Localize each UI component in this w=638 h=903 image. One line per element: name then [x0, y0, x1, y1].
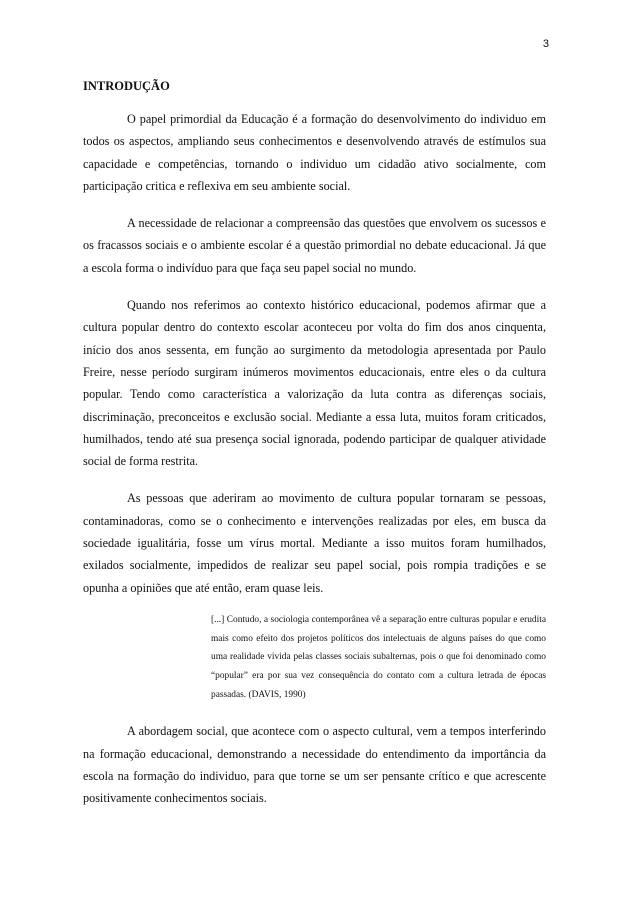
section-heading: INTRODUÇÃO: [83, 79, 170, 93]
page-number: 3: [542, 38, 549, 50]
paragraph-4: As pessoas que aderiram ao movimento de cultura popular tornaram se pessoas, contaminadoras, como se o conhecimento e intervenções realizadas por eles, em busca da sociedade igualitária, fosse um vírus mortal. Mediante a isso muitos foram humilhados, exilados socialmente, impedidos de realizar seu papel social, pois rompia tradições e se opunha a opiniões que até então, eram quase leis.: [83, 491, 546, 595]
paragraph-3: Quando nos referimos ao contexto histórico educacional, podemos afirmar que a cultura popular dentro do contexto escolar aconteceu por volta do fim dos anos cinquenta, início dos anos sessenta, em função ao surgimento da metodologia apresentada por Paulo Freire, nesse período surgiram inúmeros movimentos educacionais, entre eles o da cultura popular. Tendo como característica a valorização da luta contra as diferenças sociais, discriminação, preconceitos e exclusão social. Mediante a essa luta, muitos foram criticados, humilhados, tendo até sua presença social ignorada, podendo participar de qualquer atividade social de forma restrita.: [83, 298, 546, 469]
paragraph-5: A abordagem social, que acontece com o aspecto cultural, vem a tempos interferindo na formação educacional, demonstrando a necessidade do entendimento da importância da escola na formação do individuo, para que torne se um ser pensante crítico e que acrescente positivamente conhecimentos sociais.: [83, 724, 546, 806]
paragraph-2: A necessidade de relacionar a compreensão das questões que envolvem os sucessos e os fracassos sociais e o ambiente escolar é a questão primordial no debate educacional. Já que a escola forma o indivíduo para que faça seu papel social no mundo.: [83, 216, 546, 275]
block-quote: [...] Contudo, a sociologia contemporânea vê a separação entre culturas popular e erudita mais como efeito dos projetos políticos dos intelectuais de alguns países do que como uma realidade vivida pelas classes sociais subalternas, pois o que foi denominado como “popular” era por sua vez consequência do contato com a cultura letrada de épocas passadas. (DAVIS, 1990): [211, 614, 546, 700]
document-body: [83, 108, 546, 810]
paragraph-1: O papel primordial da Educação é a formação do desenvolvimento do individuo em todos os aspectos, ampliando seus conhecimentos e desenvolvendo através de estímulos sua capacidade e competências, tornando o individuo um cidadão ativo socialmente, com participação critica e reflexiva em seu ambiente social.: [83, 112, 546, 193]
